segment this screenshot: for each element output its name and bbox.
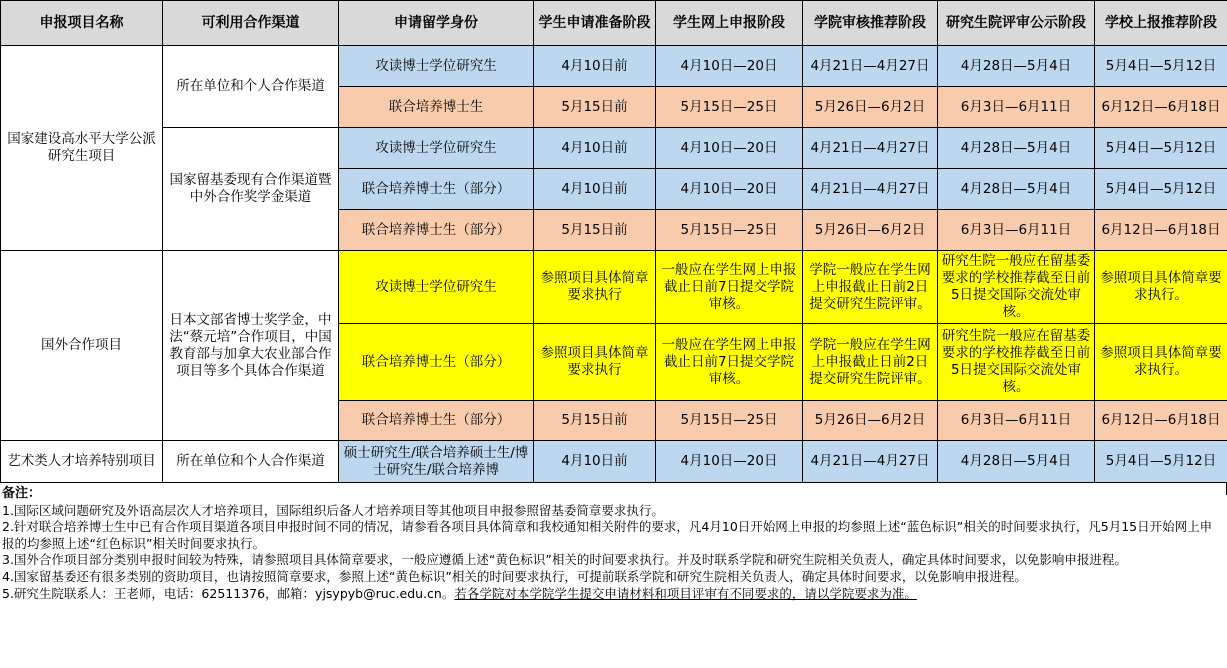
- note-item: 4.国家留基委还有很多类别的资助项目，也请按照简章要求，参照上述“黄色标识”相关的时间要求执行，可提前联系学院和研究生院相关负责人，确定具体时间要求，以免影响申报进程。: [2, 568, 1027, 584]
- stage-cell: 5月26日—6月2日: [803, 401, 938, 441]
- stage-cell: 4月21日—4月27日: [803, 46, 938, 87]
- stage-cell: 5月15日—25日: [656, 87, 803, 128]
- stage-cell: 5月15日前: [534, 210, 656, 251]
- header-grad-school-stage: 研究生院评审公示阶段: [938, 1, 1095, 46]
- stage-cell: 4月21日—4月27日: [803, 169, 938, 210]
- channel-name: 日本文部省博士奖学金，中法“蔡元培”合作项目，中国教育部与加拿大农业部合作项目等多个具体合作渠道: [163, 251, 339, 441]
- stage-cell: 5月4日—5月12日: [1095, 169, 1227, 210]
- stage-cell: 4月28日—5月4日: [938, 46, 1095, 87]
- stage-cell: 6月12日—6月18日: [1095, 210, 1227, 251]
- project-name: 国外合作项目: [1, 251, 163, 441]
- stage-cell: 4月10日前: [534, 441, 656, 483]
- stage-cell: 4月10日—20日: [656, 441, 803, 483]
- stage-cell: 学院一般应在学生网上申报截止日前2日提交研究生院评审。: [803, 251, 938, 324]
- stage-cell: 5月15日前: [534, 87, 656, 128]
- stage-cell: 4月28日—5月4日: [938, 441, 1095, 483]
- identity-cell: 联合培养博士生（部分）: [339, 401, 534, 441]
- stage-cell: 4月28日—5月4日: [938, 169, 1095, 210]
- stage-cell: 参照项目具体简章要求执行: [534, 324, 656, 401]
- table-row: [1, 46, 1227, 87]
- stage-cell: 5月4日—5月12日: [1095, 441, 1227, 483]
- header-university-stage: 学校上报推荐阶段: [1095, 1, 1227, 46]
- channel-name: 所在单位和个人合作渠道: [163, 46, 339, 128]
- identity-cell: 攻读博士学位研究生: [339, 251, 534, 324]
- identity-cell: 攻读博士学位研究生: [339, 46, 534, 87]
- notes-section: [2, 486, 1224, 602]
- stage-cell: 5月26日—6月2日: [803, 87, 938, 128]
- header-project: 申报项目名称: [1, 1, 163, 46]
- note-item: 2.针对联合培养博士生中已有合作项目渠道各项目申报时间不同的情况，请参看各项目具体简章和我校通知相关附件的要求，凡4月10日开始网上申报的均参照上述“蓝色标识”相关的时间要求执行，凡5月15日开始网上申报的均参照上述“红色标识”相关时间要求执行。: [2, 519, 1213, 551]
- stage-cell: 一般应在学生网上申报截止日前7日提交学院审核。: [656, 324, 803, 401]
- stage-cell: 6月12日—6月18日: [1095, 401, 1227, 441]
- stage-cell: 6月3日—6月11日: [938, 87, 1095, 128]
- stage-cell: 6月3日—6月11日: [938, 401, 1095, 441]
- notes-title: 备注：: [2, 486, 42, 501]
- stage-cell: 4月21日—4月27日: [803, 128, 938, 169]
- stage-cell: 6月3日—6月11日: [938, 210, 1095, 251]
- identity-cell: 攻读博士学位研究生: [339, 128, 534, 169]
- note-item: 3.国外合作项目部分类别申报时间较为特殊，请参照项目具体简章要求，一般应遵循上述“黄色标识”相关的时间要求执行。并及时联系学院和研究生院相关负责人，确定具体时间要求，以免影响申报进程。: [2, 552, 1127, 568]
- header-channel: 可利用合作渠道: [163, 1, 339, 46]
- stage-cell: 4月28日—5月4日: [938, 128, 1095, 169]
- table-row: [1, 251, 1227, 324]
- stage-cell: 6月12日—6月18日: [1095, 87, 1227, 128]
- stage-cell: 5月4日—5月12日: [1095, 128, 1227, 169]
- stage-cell: 5月15日—25日: [656, 210, 803, 251]
- project-name: 国家建设高水平大学公派研究生项目: [1, 46, 163, 251]
- stage-cell: 学院一般应在学生网上申报截止日前2日提交研究生院评审。: [803, 324, 938, 401]
- stage-cell: 5月15日—25日: [656, 401, 803, 441]
- stage-cell: 参照项目具体简章要求执行。: [1095, 251, 1227, 324]
- identity-cell: 联合培养博士生: [339, 87, 534, 128]
- table-row: [1, 128, 1227, 169]
- stage-cell: 一般应在学生网上申报截止日前7日提交学院审核。: [656, 251, 803, 324]
- stage-cell: 研究生院一般应在留基委要求的学校推荐截至日前5日提交国际交流处审核。: [938, 251, 1095, 324]
- identity-cell: 联合培养博士生（部分）: [339, 210, 534, 251]
- stage-cell: 4月10日前: [534, 46, 656, 87]
- stage-cell: 4月10日前: [534, 128, 656, 169]
- header-college-stage: 学院审核推荐阶段: [803, 1, 938, 46]
- note-contact: [2, 586, 1224, 603]
- identity-cell: 联合培养博士生（部分）: [339, 324, 534, 401]
- project-name: 艺术类人才培养特别项目: [1, 441, 163, 483]
- stage-cell: 5月26日—6月2日: [803, 210, 938, 251]
- contact-text: 5.研究生院联系人：王老师，电话：62511376，邮箱：yjsypyb@ruc.edu.cn。: [2, 585, 455, 601]
- header-prep-stage: 学生申请准备阶段: [534, 1, 656, 46]
- stage-cell: 5月4日—5月12日: [1095, 46, 1227, 87]
- header-online-stage: 学生网上申报阶段: [656, 1, 803, 46]
- stage-cell: 研究生院一般应在留基委要求的学校推荐截至日前5日提交国际交流处审核。: [938, 324, 1095, 401]
- table-row: [1, 441, 1227, 483]
- stage-cell: 4月10日—20日: [656, 169, 803, 210]
- contact-underlined-text: 若各学院对本学院学生提交申请材料和项目评审有不同要求的，请以学院要求为准。: [454, 585, 917, 601]
- channel-name: 所在单位和个人合作渠道: [163, 441, 339, 483]
- stage-cell: 4月10日—20日: [656, 46, 803, 87]
- header-row: [1, 1, 1227, 46]
- note-item: 1.国际区域问题研究及外语高层次人才培养项目，国际组织后备人才培养项目等其他项目申报参照留基委简章要求执行。: [2, 502, 664, 518]
- stage-cell: 4月21日—4月27日: [803, 441, 938, 483]
- header-identity: 申请留学身份: [339, 1, 534, 46]
- stage-cell: 4月10日前: [534, 169, 656, 210]
- identity-cell: 联合培养博士生（部分）: [339, 169, 534, 210]
- stage-cell: 4月10日—20日: [656, 128, 803, 169]
- identity-cell: 硕士研究生/联合培养硕士生/博士研究生/联合培养博: [339, 441, 534, 483]
- channel-name: 国家留基委现有合作渠道暨中外合作奖学金渠道: [163, 128, 339, 251]
- stage-cell: 5月15日前: [534, 401, 656, 441]
- stage-cell: 参照项目具体简章要求执行: [534, 251, 656, 324]
- stage-cell: 参照项目具体简章要求执行。: [1095, 324, 1227, 401]
